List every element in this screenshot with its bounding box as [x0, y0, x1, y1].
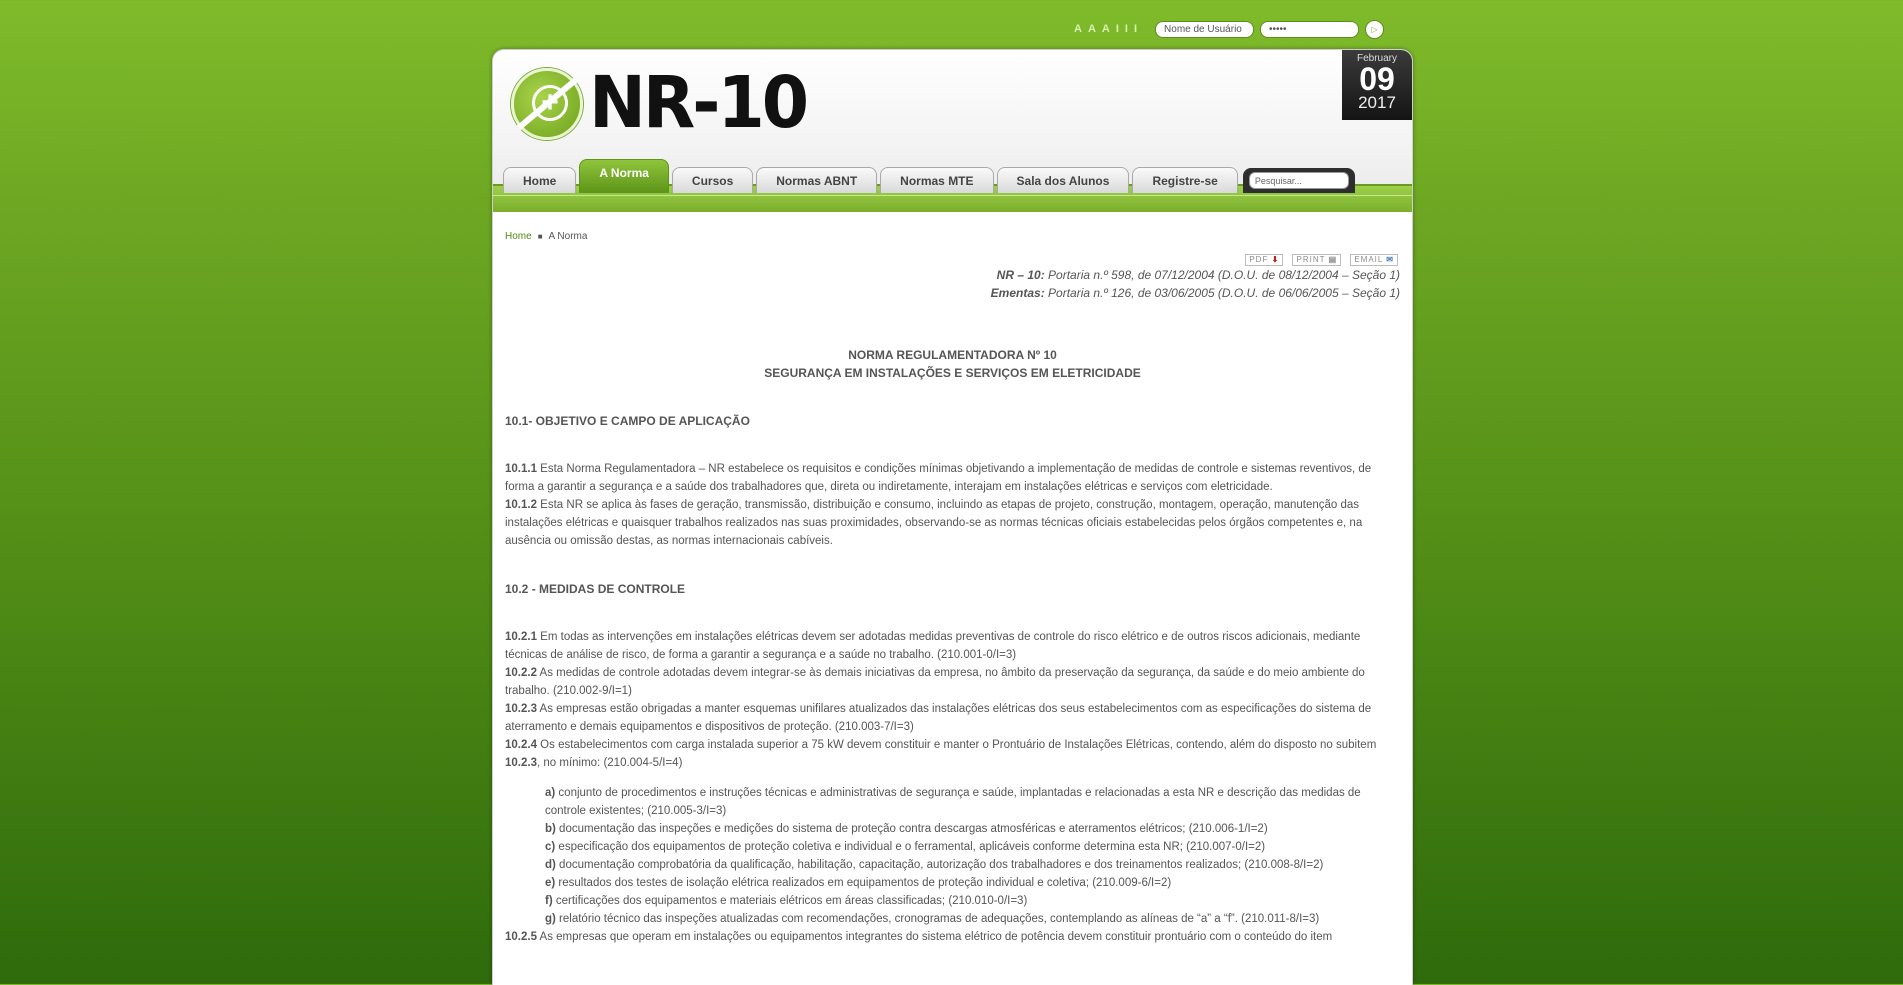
sub-item-list — [545, 784, 1400, 928]
envelope-icon: ✉ — [1386, 255, 1394, 264]
section-heading: 10.1- OBJETIVO E CAMPO DE APLICAÇÃO — [505, 414, 750, 428]
paragraph-item — [505, 496, 1400, 550]
font-size-small-icon[interactable]: A — [1074, 23, 1082, 35]
paragraph-item — [505, 700, 1400, 736]
item-number: 10.2.5 — [505, 931, 537, 943]
item-text: As empresas estão obrigadas a manter esquemas unifilares atualizados das instalações elétricas dos seus estabelecimentos com as especificações do sistema de aterramento e demais equipamentos e dispositivos de proteção. (210.003-7/I=3) — [505, 703, 1372, 733]
item-number: 10.2.1 — [505, 631, 537, 643]
font-size-large-icon[interactable]: A — [1101, 23, 1110, 35]
reference-line — [505, 284, 1400, 302]
item-number: 10.2.3 — [505, 703, 537, 715]
email-label: EMAIL — [1354, 255, 1384, 264]
paragraph-item — [505, 664, 1400, 700]
sub-item-letter: f) — [545, 895, 553, 907]
sub-item-text: conjunto de procedimentos e instruções técnicas e administrativas de segurança e saúde, implantadas e relacionadas a esta NR e descrição das medidas de controle existentes; (210.005-3/I=3) — [545, 787, 1361, 817]
tab-normas-abnt[interactable]: Normas ABNT — [756, 167, 877, 193]
item-text: Esta Norma Regulamentadora – NR estabelece os requisitos e condições mínimas objetivando a implementação de medidas de controle e sistemas reventivos, de forma a garantir a segurança e a saúde dos trabalhadores que, direta ou indiretamente, interajam em instalações elétricas e serviços com eletricidade. — [505, 463, 1372, 493]
tab-a-norma[interactable]: A Norma — [579, 159, 669, 193]
tab-normas-mte[interactable]: Normas MTE — [880, 167, 993, 193]
item-text-tail: , no mínimo: (210.004-5/I=4) — [536, 757, 683, 769]
article-content — [493, 210, 1412, 946]
width-large-icon[interactable]: I — [1133, 23, 1138, 35]
print-button[interactable] — [1292, 254, 1341, 266]
search-input[interactable] — [1249, 172, 1349, 189]
main-nav — [503, 159, 1355, 193]
site-logo[interactable] — [511, 62, 807, 145]
printer-icon: ▤ — [1328, 255, 1338, 264]
item-reference: 10.2.3 — [505, 757, 537, 769]
sub-item-letter: g) — [545, 913, 556, 925]
sub-item-text: documentação das inspeções e medições do sistema de proteção contra descargas atmosféricas e aterramentos elétricos; (210.006-1/I=2) — [555, 823, 1268, 835]
reference-text: Portaria n.º 598, de 07/12/2004 (D.O.U. de 08/12/2004 – Seção 1) — [1048, 268, 1400, 282]
search-box — [1243, 168, 1355, 193]
sub-item — [545, 784, 1400, 820]
article-tools — [505, 250, 1398, 266]
item-text: Os estabelecimentos com carga instalada superior a 75 kW devem constituir e manter o Prontuário de Instalações Elétricas, contendo, além do disposto no subitem — [536, 739, 1377, 751]
reference-label: Ementas: — [990, 286, 1045, 300]
reference-label: NR – 10: — [996, 268, 1045, 282]
sub-item-letter: e) — [545, 877, 556, 889]
item-text: Em todas as intervenções em instalações elétricas devem ser adotadas medidas preventivas de controle do risco elétrico e de outros riscos adicionais, mediante técnicas de análise de risco, de forma a garantir a segurança e a saúde no trabalho. (210.001-0/I=3) — [505, 631, 1361, 661]
paragraph-item — [505, 628, 1400, 664]
logo-plus-icon: + — [532, 85, 568, 121]
sub-item-letter: c) — [545, 841, 556, 853]
site-header — [493, 50, 1412, 210]
paragraph-item — [505, 928, 1400, 946]
item-number: 10.1.1 — [505, 463, 537, 475]
arrow-right-icon: ▷ — [1371, 24, 1378, 34]
tab-home[interactable]: Home — [503, 167, 576, 193]
sub-item — [545, 892, 1400, 910]
sub-item-letter: b) — [545, 823, 556, 835]
pdf-button[interactable] — [1245, 254, 1283, 266]
item-number: 10.2.4 — [505, 739, 537, 751]
reference-line — [505, 266, 1400, 284]
breadcrumb-separator: ■ — [537, 232, 543, 241]
font-size-controls — [1074, 23, 1137, 35]
top-login-bar — [1074, 18, 1384, 40]
password-input[interactable] — [1260, 21, 1359, 38]
email-button[interactable] — [1350, 254, 1398, 266]
document-title-line: NORMA REGULAMENTADORA Nº 10 — [848, 348, 1057, 362]
tab-cursos[interactable]: Cursos — [672, 167, 753, 193]
sub-item-text: resultados dos testes de isolação elétrica realizados em equipamentos de proteção individual e coletiva; (210.009-6/I=2) — [555, 877, 1172, 889]
tab-registre-se[interactable]: Registre-se — [1132, 167, 1237, 193]
sub-item-text: documentação comprobatória da qualificação, habilitação, capacitação, autorização dos trabalhadores e dos treinamentos realizados; (210.008-8/I=2) — [555, 859, 1324, 871]
sub-item — [545, 910, 1400, 928]
document-title — [505, 346, 1400, 382]
breadcrumb — [505, 228, 1400, 246]
sub-item-letter: a) — [545, 787, 556, 799]
date-month: February — [1356, 53, 1397, 64]
login-submit-button[interactable] — [1365, 20, 1384, 39]
breadcrumb-home-link[interactable]: Home — [505, 231, 532, 242]
width-medium-icon[interactable]: I — [1124, 23, 1128, 35]
reference-text: Portaria n.º 126, de 03/06/2005 (D.O.U. de 06/06/2005 – Seção 1) — [1048, 286, 1400, 300]
sub-item — [545, 820, 1400, 838]
date-year: 2017 — [1358, 93, 1396, 112]
page-container — [492, 49, 1413, 985]
print-label: PRINT — [1296, 255, 1326, 264]
font-size-medium-icon[interactable]: A — [1087, 23, 1096, 35]
item-text: Esta NR se aplica às fases de geração, transmissão, distribuição e consumo, incluindo as etapas de projeto, construção, montagem, operação, manutenção das instalações elétricas e quaisquer trabalhos realizados nas suas proximidades, observando-se as normas técnicas oficiais estabelecidas pelos órgãos competentes e, na ausência ou omissão destas, as normas internacionais cabíveis. — [505, 499, 1363, 547]
username-input[interactable] — [1155, 21, 1254, 38]
sub-item-text: relatório técnico das inspeções atualizadas com recomendações, cronogramas de adequações, contemplando as alíneas de “a” a “f”. (210.011-8/I=3) — [555, 913, 1320, 925]
paragraph-item — [505, 460, 1400, 496]
item-number: 10.1.2 — [505, 499, 537, 511]
item-number: 10.2.2 — [505, 667, 537, 679]
document-subtitle-line: SEGURANÇA EM INSTALAÇÕES E SERVIÇOS EM ELETRICIDADE — [764, 366, 1141, 380]
sub-item-letter: d) — [545, 859, 556, 871]
width-small-icon[interactable]: I — [1115, 23, 1119, 35]
pdf-label: PDF — [1249, 255, 1269, 264]
sub-item — [545, 874, 1400, 892]
sub-item — [545, 856, 1400, 874]
date-day: 09 — [1359, 61, 1395, 97]
breadcrumb-current: A Norma — [548, 231, 588, 242]
pdf-icon: ⬇ — [1271, 255, 1280, 264]
date-badge — [1342, 50, 1412, 120]
section-heading: 10.2 - MEDIDAS DE CONTROLE — [505, 582, 686, 596]
logo-emblem-icon — [511, 68, 583, 140]
sub-item-text: certificações dos equipamentos e materiais elétricos em áreas classificadas; (210.010-0/I=3) — [552, 895, 1028, 907]
tab-sala-dos-alunos[interactable]: Sala dos Alunos — [997, 167, 1130, 193]
item-text: As empresas que operam em instalações ou equipamentos integrantes do sistema elétrico de potência devem constituir prontuário com o conteúdo do item — [536, 931, 1333, 943]
logo-text: NR-10 — [589, 62, 807, 145]
paragraph-item — [505, 736, 1400, 772]
sub-item — [545, 838, 1400, 856]
sub-item-text: especificação dos equipamentos de proteção coletiva e individual e o ferramental, aplicáveis conforme determina esta NR; (210.007-0/I=2) — [555, 841, 1266, 853]
item-text: As medidas de controle adotadas devem integrar-se às demais iniciativas da empresa, no âmbito da preservação da segurança, da saúde e do meio ambiente do trabalho. (210.002-9/I=1) — [505, 667, 1365, 697]
